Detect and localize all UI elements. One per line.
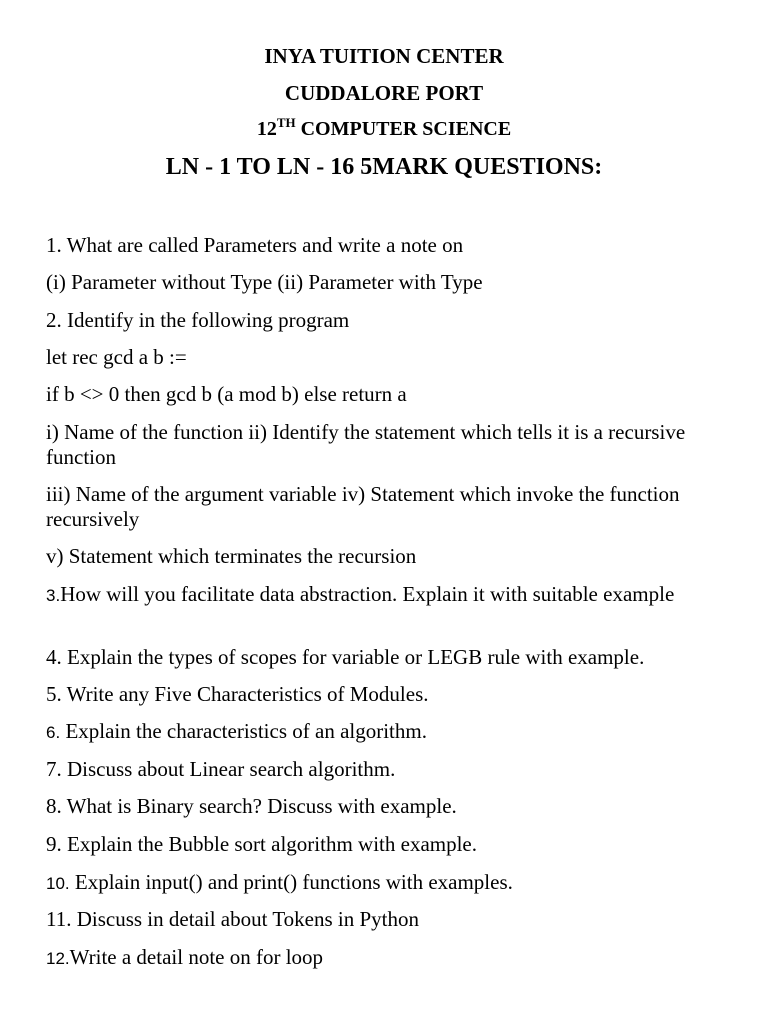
question-2-code-line-2: if b <> 0 then gcd b (a mod b) else return a bbox=[46, 382, 407, 406]
question-12-number: 12. bbox=[46, 949, 70, 968]
question-12-text: Write a detail note on for loop bbox=[69, 945, 324, 969]
question-10 bbox=[46, 870, 736, 896]
question-6 bbox=[46, 719, 736, 745]
question-3 bbox=[46, 582, 736, 608]
question-10-number: 10. bbox=[46, 874, 70, 893]
question-1-line-2: (i) Parameter without Type (ii) Parameter with Type bbox=[46, 270, 483, 294]
class-number: 12 bbox=[256, 118, 277, 140]
question-6-text: Explain the characteristics of an algorithm. bbox=[60, 719, 427, 743]
question-11: 11. Discuss in detail about Tokens in Python bbox=[46, 907, 420, 931]
question-3-number: 3. bbox=[46, 586, 61, 605]
question-10-text: Explain input() and print() functions with examples. bbox=[69, 870, 513, 894]
center-location: CUDDALORE PORT bbox=[284, 81, 484, 105]
class-suffix: TH bbox=[276, 115, 296, 130]
question-1-line-1: 1. What are called Parameters and write a note on bbox=[46, 233, 464, 257]
question-9: 9. Explain the Bubble sort algorithm with example. bbox=[46, 832, 478, 856]
question-6-number: 6. bbox=[46, 723, 61, 742]
question-set-title: LN - 1 TO LN - 16 5MARK QUESTIONS: bbox=[165, 154, 603, 180]
question-4: 4. Explain the types of scopes for variable or LEGB rule with example. bbox=[46, 645, 645, 669]
question-2-part-3: v) Statement which terminates the recursion bbox=[46, 544, 417, 568]
subject-name: COMPUTER SCIENCE bbox=[295, 118, 512, 140]
question-5: 5. Write any Five Characteristics of Modules. bbox=[46, 682, 429, 706]
question-2-line-1: 2. Identify in the following program bbox=[46, 308, 350, 332]
question-3-text: How will you facilitate data abstraction. Explain it with suitable example bbox=[60, 582, 675, 606]
class-subject-heading bbox=[0, 115, 768, 141]
question-7: 7. Discuss about Linear search algorithm. bbox=[46, 757, 396, 781]
question-12 bbox=[46, 945, 736, 971]
question-2-code-line-1: let rec gcd a b := bbox=[46, 345, 187, 369]
center-name: INYA TUITION CENTER bbox=[264, 44, 504, 68]
question-8: 8. What is Binary search? Discuss with example. bbox=[46, 794, 457, 818]
question-2-part-2: iii) Name of the argument variable iv) Statement which invoke the function recursively bbox=[46, 482, 680, 531]
question-2-part-1: i) Name of the function ii) Identify the statement which tells it is a recursive function bbox=[46, 420, 686, 469]
